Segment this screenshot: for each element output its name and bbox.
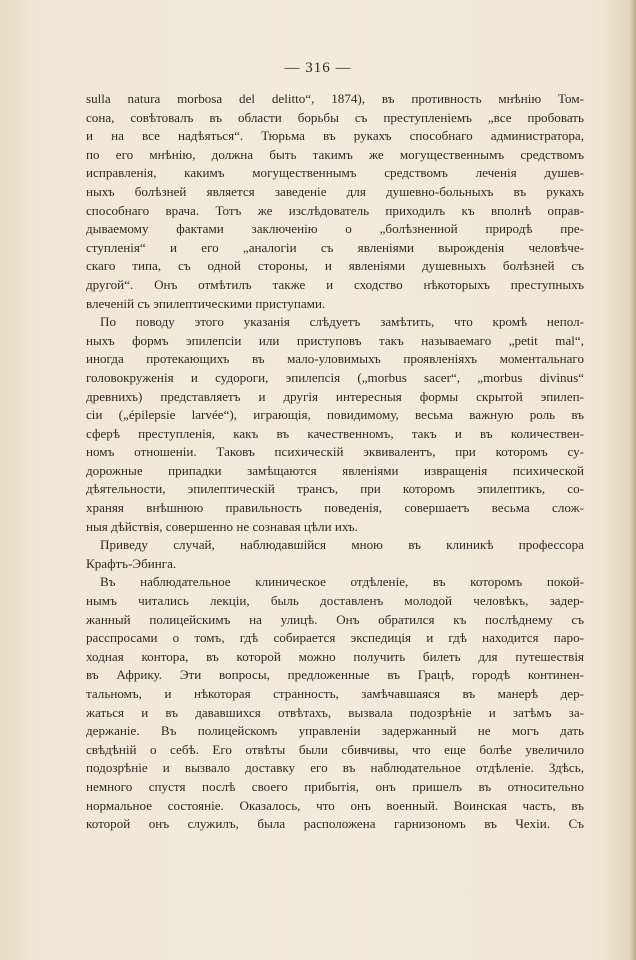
text-line: ныхъ формъ эпилепсіи или приступовъ такъ называемаго „petit mal“,	[86, 332, 584, 348]
text-line: немного спустя послѣ своего прибытія, онъ пришелъ въ относительно	[86, 778, 584, 794]
text-line: свѣдѣній о себѣ. Его отвѣты были сбивчивы, что еще болѣе увеличило	[86, 741, 584, 757]
text-line: скаго типа, съ одной стороны, и явленіями душевныхъ болѣзней съ	[86, 258, 584, 274]
paragraph-3	[86, 536, 584, 573]
text-line: sulla natura morbosa del delitto“, 1874), въ противность мнѣнію Том-	[86, 91, 584, 106]
text-line: и на все надѣяться“. Тюрьма въ рукахъ способнаго администратора,	[86, 128, 584, 144]
text-line: По поводу этого указанія слѣдуетъ замѣтить, что кромѣ непол-	[100, 314, 584, 330]
text-line: сона, совѣтовалъ въ области борьбы съ преступленіемъ „все пробовать	[86, 109, 584, 125]
text-line: подозрѣніе и вызвало доставку его въ наблюдательное отдѣленіе. Здѣсь,	[86, 760, 584, 776]
text-line: влеченій съ эпилептическими приступами.	[86, 295, 326, 311]
text-line: расспросами о томъ, гдѣ собирается экспедиція и гдѣ находится паро-	[86, 630, 584, 646]
text-line: держаніе. Въ полицейскомъ управленіи задержанный не могъ дать	[86, 723, 584, 739]
text-line: сіи („épilepsie larvée“), играющія, повидимому, весьма важную роль въ	[86, 407, 584, 423]
text-line: Въ наблюдательное клиническое отдѣленіе, въ которомъ покой-	[100, 574, 584, 590]
text-line: иногда протекающихъ въ мало-уловимыхъ проявленіяхъ моментальнаго	[86, 351, 584, 367]
body-text	[86, 90, 584, 834]
text-line: нымъ читались лекціи, быль доставленъ молодой человѣкъ, задер-	[86, 593, 584, 609]
text-line: ступленія“ и его „аналогіи съ явленіями вырожденія человѣче-	[86, 239, 584, 255]
paragraph-1	[86, 90, 584, 313]
text-line: номъ отношеніи. Таковъ психическій эквивалентъ, при которомъ су-	[86, 444, 584, 460]
text-line: жанный полицейскимъ на улицѣ. Онъ обратился къ послѣднему съ	[86, 611, 584, 627]
page-edge-shadow	[630, 0, 636, 960]
text-line: храняя внѣшнюю правильность поведенія, совершаетъ весьма слож-	[86, 500, 584, 516]
text-line: по его мнѣнію, должна быть такимъ же могущественнымъ средствомъ	[86, 146, 584, 162]
text-line: головокруженія и судороги, эпилепсія („morbus sacer“, „morbus divinus“	[86, 369, 584, 385]
text-line: сферѣ преступленія, какъ въ качественномъ, такъ и въ количествен-	[86, 425, 584, 441]
text-line: въ Африку. Эти вопросы, предложенные въ Грацѣ, городѣ континен-	[86, 667, 584, 683]
text-line: дорожные припадки замѣщаются явленіями извращенія психической	[86, 462, 584, 478]
text-line: Крафтъ-Эбинга.	[86, 555, 177, 571]
text-line: другой“. Онъ отмѣтилъ также и сходство нѣкоторыхъ преступныхъ	[86, 276, 584, 292]
text-line: способнаго врача. Тотъ же изслѣдователь приходилъ къ вполнѣ оправ-	[86, 202, 584, 218]
paragraph-2	[86, 313, 584, 536]
page-number: — 316 —	[284, 60, 352, 76]
text-line: ныхъ болѣзней является заведеніе для душевно-больныхъ въ рукахъ	[86, 183, 584, 199]
text-line: дѣятельности, эпилептическій трансъ, при которомъ эпилептикъ, со-	[86, 481, 584, 497]
text-line: нормальное состояніе. Оказалось, что онъ военный. Воинская часть, въ	[86, 797, 584, 813]
text-line: ныя дѣйствія, совершенно не сознавая цѣли ихъ.	[86, 518, 358, 534]
text-line: тальномъ, и нѣкоторая странность, замѣчавшаяся въ манерѣ дер-	[86, 686, 584, 701]
text-line	[86, 90, 584, 127]
text-line: Приведу случай, наблюдавшійся мною въ клиникѣ профессора	[100, 537, 584, 553]
text-line: жаться и въ дававшихся отвѣтахъ, вызвала подозрѣніе и затѣмъ за-	[86, 704, 584, 720]
text-line: дываемому фактами заключенію о „болѣзненной природѣ пре-	[86, 221, 584, 237]
text-line: древнихъ) представляетъ и другія интересныя формы скрытой эпилеп-	[86, 388, 584, 404]
text-line: которой онъ служилъ, была расположена гарнизономъ въ Чехіи. Съ	[86, 816, 584, 832]
text-line: ходная контора, въ которой можно получить билеть для путешествія	[86, 648, 584, 664]
paragraph-4	[86, 573, 584, 833]
text-line: исправленія, какимъ могущественнымъ средствомъ леченія душев-	[86, 165, 584, 181]
